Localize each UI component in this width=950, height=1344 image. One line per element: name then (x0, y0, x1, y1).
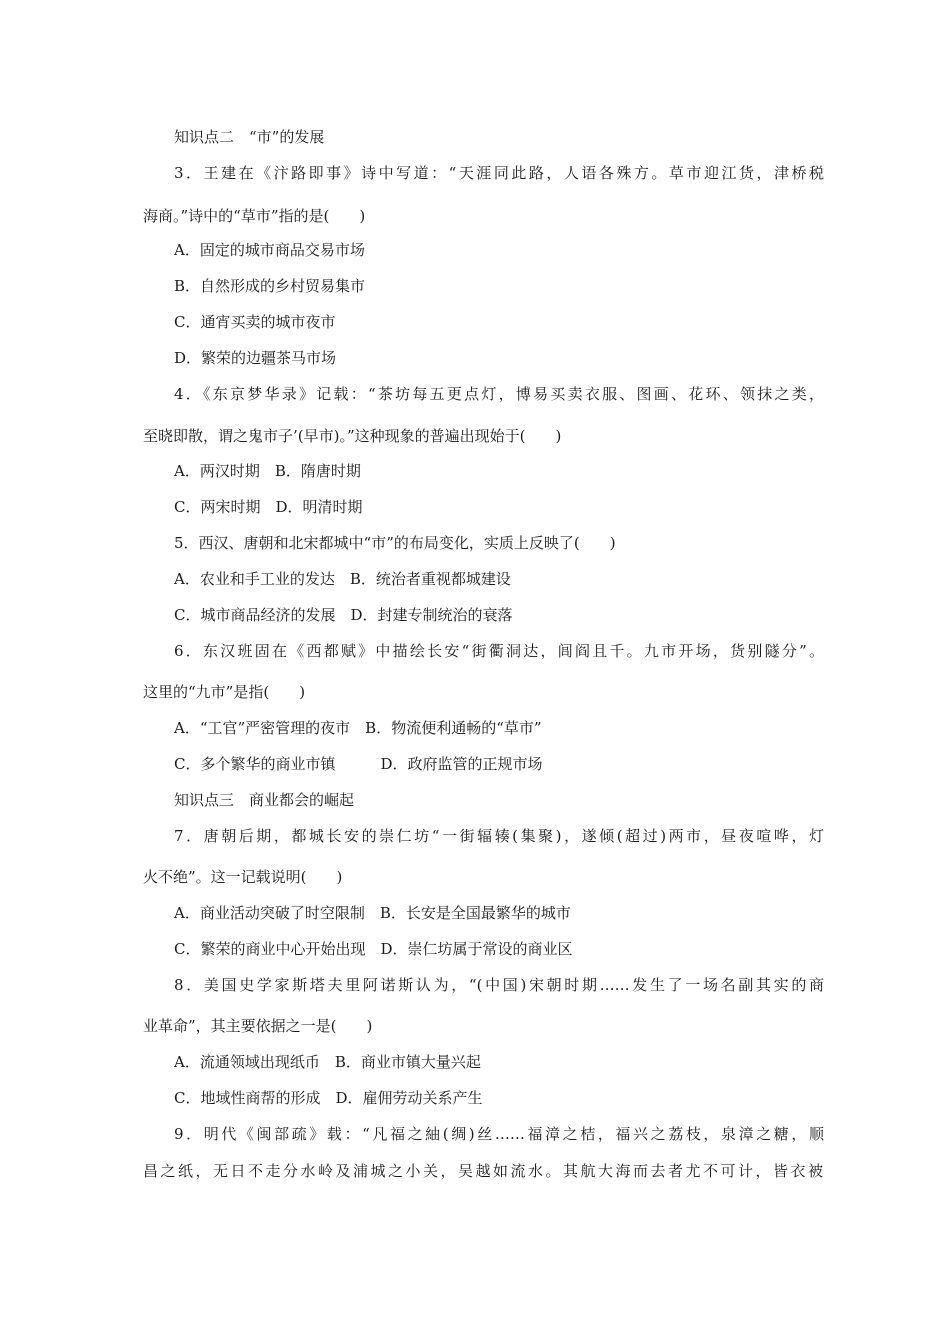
question-3-stem-cont: 海商。”诗中的“草市”指的是( ) (143, 207, 366, 225)
question-3-option-a: A．固定的城市商品交易市场 (174, 241, 365, 259)
question-6-stem-cont: 这里的“九市”是指( ) (143, 683, 306, 701)
question-7-options-ab: A．商业活动突破了时空限制 B．长安是全国最繁华的城市 (174, 904, 571, 922)
section-heading-2: 知识点二 “市”的发展 (174, 128, 325, 146)
question-6-stem: 6．东汉班固在《西都赋》中描绘长安“街衢洞达，闾阎且千。九市开场，货别隧分”。 (174, 642, 824, 660)
question-4-stem-cont: 至晓即散，谓之鬼市子’(早市)。”这种现象的普遍出现始于( ) (143, 427, 562, 445)
question-9-stem-cont: 昌之纸，无日不走分水岭及浦城之小关，吴越如流水。其航大海而去者尤不可计，皆衣被 (143, 1162, 823, 1180)
question-3-option-c: C．通宵买卖的城市夜市 (174, 313, 336, 331)
question-4-stem: 4．《东京梦华录》记载：“茶坊每五更点灯，博易买卖衣服、图画、花环、领抹之类， (174, 385, 824, 403)
question-5-options-ab: A．农业和手工业的发达 B．统治者重视都城建设 (174, 570, 511, 588)
question-6-options-cd: C．多个繁华的商业市镇 D．政府监管的正规市场 (174, 755, 543, 773)
question-7-options-cd: C．繁荣的商业中心开始出现 D．崇仁坊属于常设的商业区 (174, 940, 573, 958)
question-7-stem: 7．唐朝后期，都城长安的崇仁坊“一街辐辏(集聚)，遂倾(超过)两市，昼夜喧哗，灯 (174, 827, 824, 845)
question-8-stem-cont: 业革命”，其主要依据之一是( ) (143, 1017, 373, 1035)
section-heading-3: 知识点三 商业都会的崛起 (174, 791, 355, 809)
question-3-option-d: D．繁荣的边疆茶马市场 (174, 349, 337, 367)
question-9-stem: 9．明代《闽部疏》载：“凡福之紬(绸)丝……福漳之桔，福兴之荔枝，泉漳之糖，顺 (174, 1125, 824, 1143)
question-3-stem: 3．王建在《汴路即事》诗中写道：“天涯同此路，人语各殊方。草市迎江货，津桥税 (174, 164, 824, 182)
question-4-options-cd: C．两宋时期 D．明清时期 (174, 498, 363, 516)
question-3-option-b: B．自然形成的乡村贸易集市 (174, 277, 366, 295)
question-5-options-cd: C．城市商品经济的发展 D．封建专制统治的衰落 (174, 606, 513, 624)
question-6-options-ab: A．“工官”严密管理的夜市 B．物流便利通畅的“草市” (174, 719, 542, 737)
question-4-options-ab: A．两汉时期 B．隋唐时期 (174, 462, 361, 480)
question-7-stem-cont: 火不绝”。这一记载说明( ) (143, 868, 343, 886)
question-8-stem: 8．美国史学家斯塔夫里阿诺斯认为，“(中国)宋朝时期……发生了一场名副其实的商 (174, 976, 824, 994)
question-8-options-ab: A．流通领域出现纸币 B．商业市镇大量兴起 (174, 1053, 481, 1071)
question-8-options-cd: C．地域性商帮的形成 D．雇佣劳动关系产生 (174, 1089, 483, 1107)
question-5-stem: 5．西汉、唐朝和北宋都城中“市”的布局变化，实质上反映了( ) (174, 534, 616, 552)
